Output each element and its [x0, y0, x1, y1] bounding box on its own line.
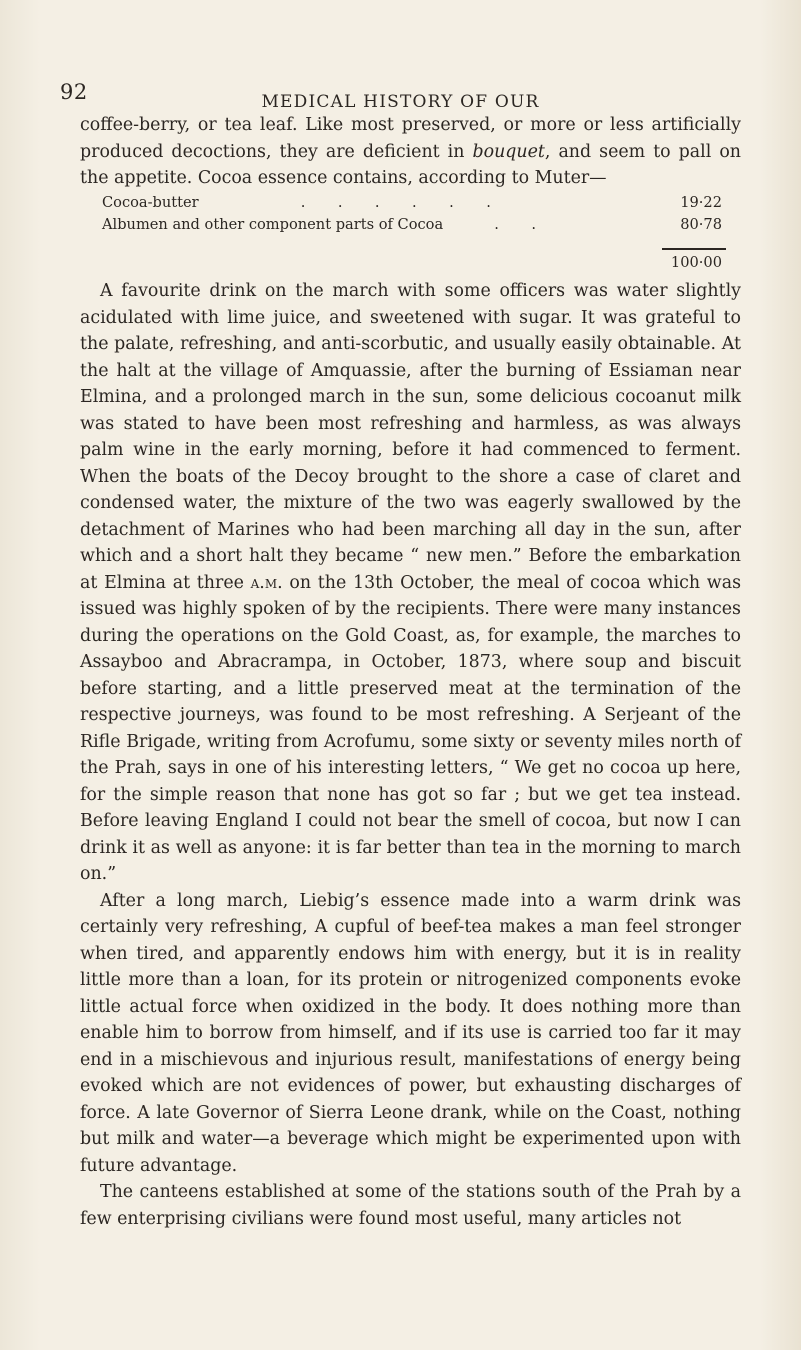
- page-number: 92: [60, 80, 88, 104]
- leader-dots: . .: [494, 216, 536, 233]
- intro-text-start: coffee-berry, or tea leaf. Like most preserved, or more or less artificially produced decoctions, they are deficient in: [80, 115, 741, 162]
- composition-value: 19·22: [680, 194, 722, 211]
- composition-row: [102, 214, 722, 236]
- intro-text-end: , and seem to pall on the appetite. Cocoa essence contains, according to Muter—: [80, 141, 741, 188]
- intro-paragraph: [80, 112, 741, 192]
- time-abbrev: a.m.: [250, 572, 283, 593]
- leader-dots: . . . . . .: [300, 194, 491, 211]
- composition-label: Cocoa-butter . . . . . .: [102, 194, 491, 211]
- composition-label: Albumen and other component parts of Cocoa . .: [102, 216, 536, 233]
- paragraph-favourite-drink: A favourite drink on the march with some officers was water slightly acidulated with lime juice, and sweetened with sugar. It was grateful to the palate, refreshing, and anti-scorbutic, and usually easily obtainable. At the halt at the village of Amquassie, after the burning of Essiaman near Elmina, and a prolonged march in the sun, some delicious cocoanut milk was stated to have been most refreshing and harmless, as was always palm wine in the early morning, before it had commenced to ferment. When the boats of the Decoy brought to the shore a case of claret and condensed water, the mixture of the two was eagerly swallowed by the detachment of Marines who had been marching all day in the sun, after which and a short halt they became “ new men.” Before the embarkation at Elmina at three a.m. on the 13th October, the meal of cocoa which was issued was highly spoken of by the recipients. There were many instances during the operations on the Gold Coast, as, for example, the marches to Assayboo and Abracrampa, in October, 1873, where soup and biscuit before starting, and a little preserved meat at the termination of the respective journeys, was found to be most refreshing. A Serjeant of the Rifle Brigade, writing from Acrofumu, some sixty or seventy miles north of the Prah, says in one of his interesting letters, “ We get no cocoa up here, for the simple reason that none has got so far ; but we get tea instead. Before leaving England I could not bear the smell of cocoa, but now I can drink it as well as anyone: it is far better than tea in the morning to march on.”: [80, 281, 741, 884]
- intro-italic-word: bouquet: [472, 141, 545, 162]
- total-rule: [662, 248, 726, 250]
- main-text: [80, 278, 741, 1232]
- composition-total: 100·00: [670, 254, 722, 271]
- composition-value: 80·78: [680, 216, 722, 233]
- paragraph-liebig-essence: After a long march, Liebig’s essence made into a warm drink was certainly very refreshing, A cupful of beef-tea makes a man feel stronger when tired, and apparently endows him with energy, but it is in reality little more than a loan, for its protein or nitrogenized components evoke little actual force when oxidized in the body. It does nothing more than enable him to borrow from himself, and if its use is carried too far it may end in a mischievous and injurious result, manifestations of energy being evoked which are not evidences of power, but exhausting discharges of force. A late Governor of Sierra Leone drank, while on the Coast, nothing but milk and water—a beverage which might be experimented upon with future advantage.: [80, 890, 741, 1176]
- paragraph-canteens: The canteens established at some of the stations south of the Prah by a few enterprising civilians were found most useful, many articles not: [80, 1182, 741, 1229]
- composition-row: [102, 192, 722, 214]
- composition-table: [102, 192, 722, 236]
- running-head: MEDICAL HISTORY OF OUR: [261, 92, 540, 112]
